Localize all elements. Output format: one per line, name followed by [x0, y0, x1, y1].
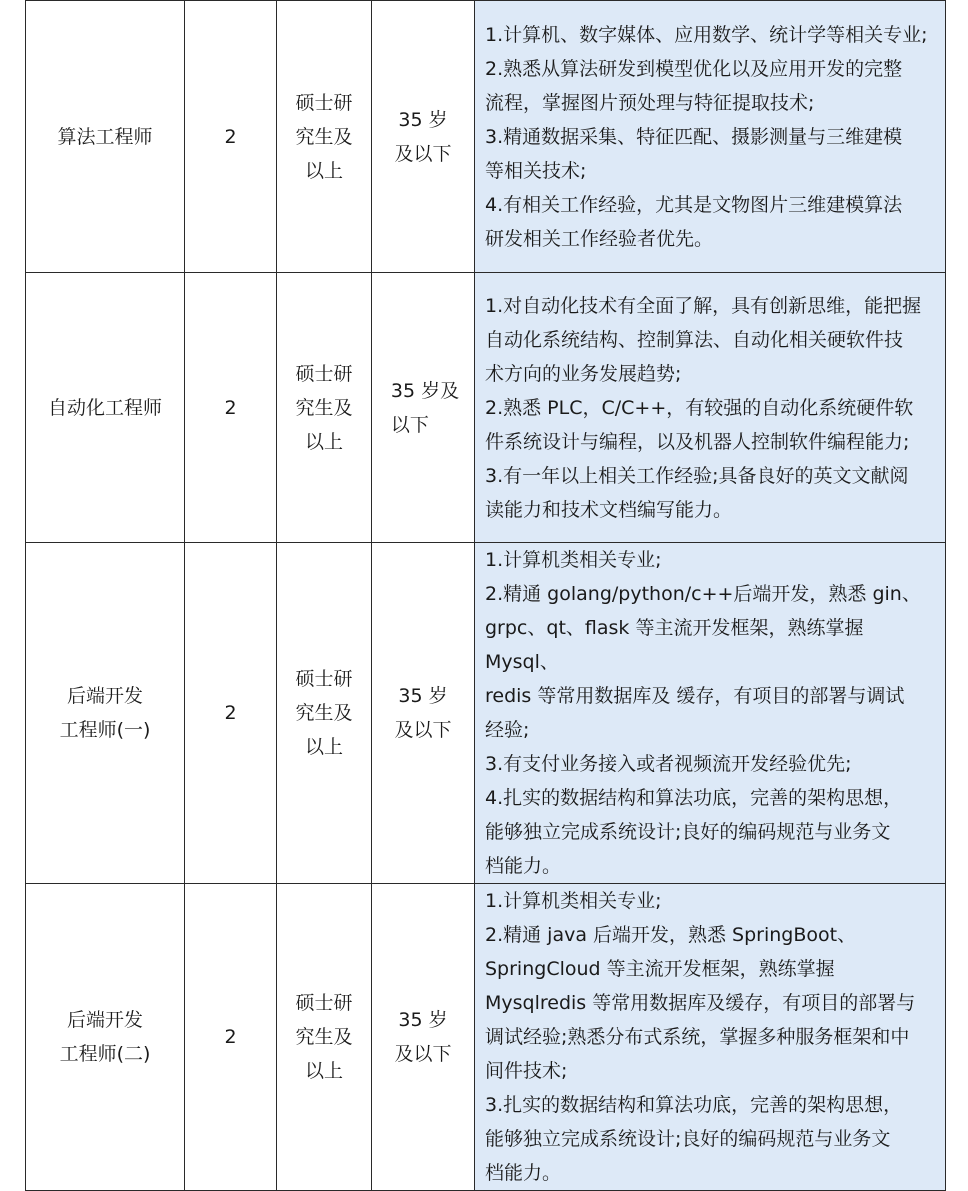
position-title-cell: [26, 273, 185, 543]
requirement-line: 2.熟悉从算法研发到模型优化以及应用开发的完整: [485, 57, 903, 80]
age-requirement: 35 岁 及以下: [394, 108, 452, 165]
age-cell: [372, 543, 475, 884]
table-row: [26, 273, 946, 543]
job-requirements-cell: [475, 543, 946, 884]
requirement-line: 流程，掌握图片预处理与特征提取技术;: [485, 91, 815, 114]
headcount-cell: [185, 273, 277, 543]
requirement-line: 调试经验;熟悉分布式系统，掌握多种服务框架和中: [485, 1026, 910, 1048]
job-requirements-cell: [475, 884, 946, 1191]
requirement-line: 件系统设计与编程，以及机器人控制软件编程能力;: [485, 430, 910, 453]
position-title: 算法工程师: [57, 125, 153, 148]
requirement-line: 术方向的业务发展趋势;: [485, 362, 682, 385]
requirement-line: 1.计算机类相关专业;: [485, 549, 662, 571]
age-requirement: 35 岁 及以下: [394, 1009, 452, 1065]
headcount: 2: [224, 125, 237, 148]
education-requirement: 硕士研 究生及 以上: [295, 362, 353, 453]
position-title-cell: [26, 884, 185, 1191]
requirement-line: 1.计算机类相关专业;: [485, 890, 662, 912]
position-title: 后端开发 工程师(一): [59, 685, 151, 741]
job-requirements-table: [25, 0, 946, 1191]
requirement-line: 2.精通 golang/python/c++后端开发，熟悉 gin、: [485, 583, 921, 605]
table-row: [26, 543, 946, 884]
age-cell: [372, 1, 475, 273]
education-cell: [277, 543, 372, 884]
requirement-line: 2.熟悉 PLC，C/C++，有较强的自动化系统硬件软: [485, 396, 914, 419]
education-cell: [277, 273, 372, 543]
requirement-line: 能够独立完成系统设计;良好的编码规范与业务文: [485, 821, 891, 843]
requirement-line: 4.有相关工作经验，尤其是文物图片三维建模算法: [485, 193, 903, 216]
table-row: [26, 884, 946, 1191]
education-cell: [277, 1, 372, 273]
requirement-line: 档能力。: [485, 1162, 562, 1184]
age-requirement: 35 岁及 以下: [390, 379, 460, 436]
job-requirements-cell: [475, 273, 946, 543]
requirement-line: 研发相关工作经验者优先。: [485, 227, 714, 250]
position-title: 自动化工程师: [47, 396, 162, 419]
age-cell: [372, 884, 475, 1191]
headcount-cell: [185, 543, 277, 884]
job-requirements-cell: [475, 1, 946, 273]
requirement-line: 1.计算机、数字媒体、应用数学、统计学等相关专业;: [485, 23, 928, 46]
requirement-line: 3.有一年以上相关工作经验;具备良好的英文文献阅: [485, 464, 909, 487]
requirement-line: Mysqlredis 等常用数据库及缓存，有项目的部署与: [485, 992, 916, 1014]
requirement-line: 读能力和技术文档编写能力。: [485, 498, 733, 521]
requirement-line: 经验;: [485, 719, 530, 741]
education-cell: [277, 884, 372, 1191]
requirement-line: 4.扎实的数据结构和算法功底，完善的架构思想，: [485, 787, 903, 809]
requirement-line: 2.精通 java 后端开发，熟悉 SpringBoot、: [485, 924, 857, 946]
requirement-line: 3.精通数据采集、特征匹配、摄影测量与三维建模: [485, 125, 903, 148]
requirement-line: 能够独立完成系统设计;良好的编码规范与业务文: [485, 1128, 891, 1150]
requirement-line: redis 等常用数据库及 缓存，有项目的部署与调试: [485, 685, 905, 707]
requirement-line: 档能力。: [485, 855, 562, 877]
headcount: 2: [224, 396, 237, 419]
headcount-cell: [185, 1, 277, 273]
education-requirement: 硕士研 究生及 以上: [295, 91, 353, 182]
requirement-line: grpc、qt、flask 等主流开发框架，熟练掌握 Mysql、: [485, 617, 864, 673]
requirement-line: 等相关技术;: [485, 159, 587, 182]
headcount: 2: [224, 702, 237, 724]
age-cell: [372, 273, 475, 543]
requirement-line: 1.对自动化技术有全面了解，具有创新思维，能把握: [485, 294, 922, 317]
requirement-line: SpringCloud 等主流开发框架，熟练掌握: [485, 958, 835, 980]
requirement-line: 3.有支付业务接入或者视频流开发经验优先;: [485, 753, 852, 775]
headcount-cell: [185, 884, 277, 1191]
age-requirement: 35 岁 及以下: [394, 685, 452, 741]
requirement-line: 自动化系统结构、控制算法、自动化相关硬软件技: [485, 328, 904, 351]
education-requirement: 硕士研 究生及 以上: [295, 668, 353, 758]
education-requirement: 硕士研 究生及 以上: [295, 992, 353, 1082]
position-title-cell: [26, 1, 185, 273]
headcount: 2: [224, 1026, 237, 1048]
position-title: 后端开发 工程师(二): [59, 1009, 151, 1065]
requirement-line: 3.扎实的数据结构和算法功底，完善的架构思想，: [485, 1094, 903, 1116]
requirement-line: 间件技术;: [485, 1060, 568, 1082]
position-title-cell: [26, 543, 185, 884]
table-row: [26, 1, 946, 273]
